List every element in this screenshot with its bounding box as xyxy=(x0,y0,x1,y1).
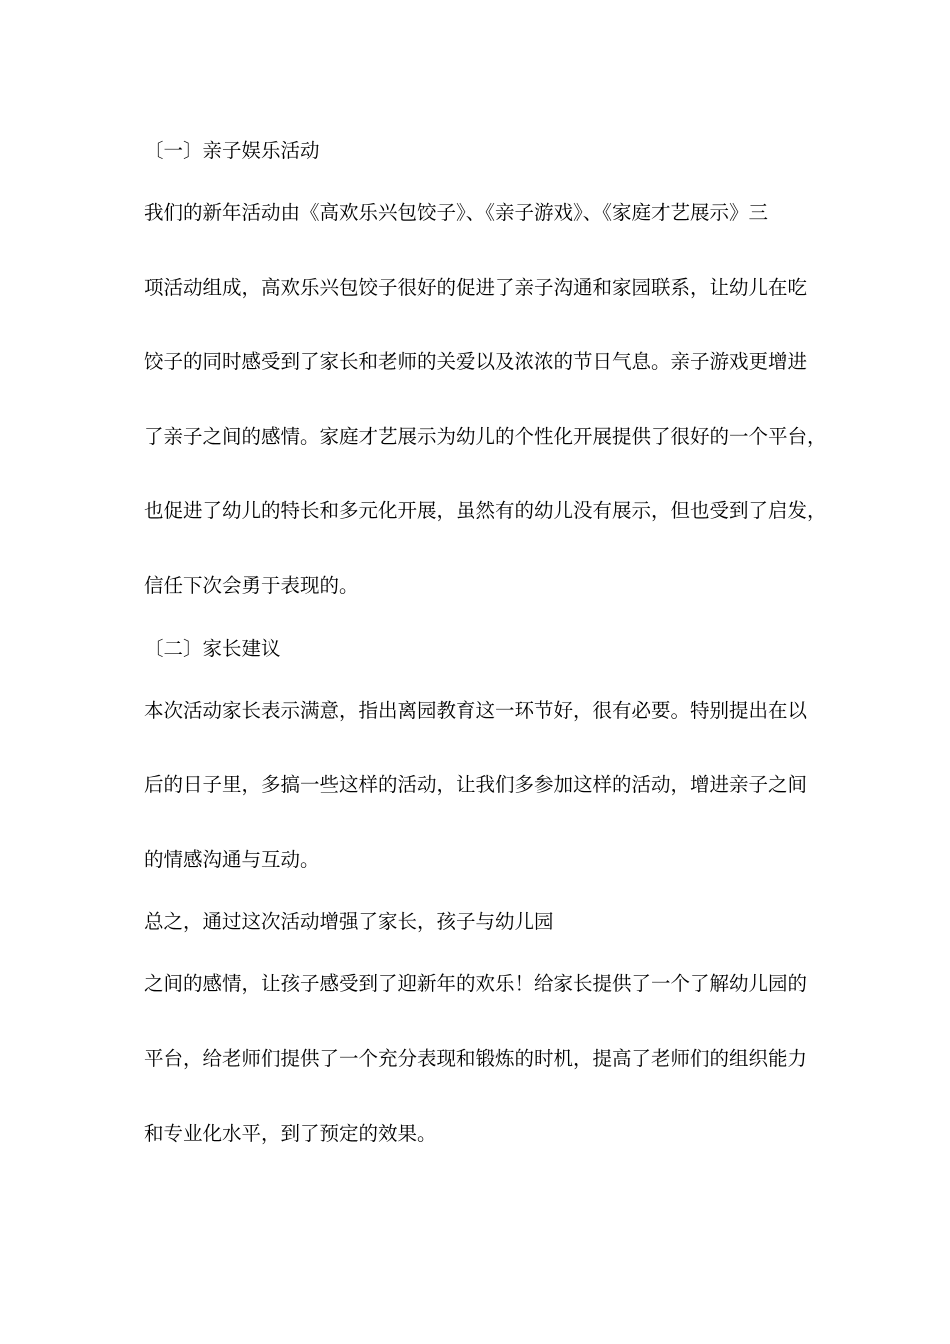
section-1-heading: 〔一〕亲子娱乐活动 xyxy=(144,139,320,162)
section-2-heading: 〔二〕家长建议 xyxy=(144,637,281,660)
section-2-line-3: 的情感沟通与互动。 xyxy=(144,848,320,871)
section-1-line-6: 信任下次会勇于表现的。 xyxy=(144,574,359,597)
section-1-line-5: 也促进了幼儿的特长和多元化开展，虽然有的幼儿没有展示，但也受到了启发， xyxy=(144,499,827,522)
summary-line-2: 之间的感情，让孩子感受到了迎新年的欢乐！给家长提供了一个了解幼儿园的 xyxy=(144,972,808,995)
section-1-line-1: 我们的新年活动由《高欢乐兴包饺子》、《亲子游戏》、《家庭才艺展示》三 xyxy=(144,201,769,224)
summary-line-1: 总之，通过这次活动增强了家长，孩子与幼儿园 xyxy=(144,910,554,933)
summary-line-4: 和专业化水平，到了预定的效果。 xyxy=(144,1122,437,1145)
section-2-line-1: 本次活动家长表示满意，指出离园教育这一环节好，很有必要。特别提出在以 xyxy=(144,699,808,722)
summary-line-3: 平台，给老师们提供了一个充分表现和锻炼的时机，提高了老师们的组织能力 xyxy=(144,1047,808,1070)
section-1-line-4: 了亲子之间的感情。家庭才艺展示为幼儿的个性化开展提供了很好的一个平台， xyxy=(144,425,827,448)
section-1-line-2: 项活动组成，高欢乐兴包饺子很好的促进了亲子沟通和家园联系，让幼儿在吃 xyxy=(144,276,808,299)
section-1-line-3: 饺子的同时感受到了家长和老师的关爱以及浓浓的节日气息。亲子游戏更增进 xyxy=(144,350,808,373)
section-2-line-2: 后的日子里，多搞一些这样的活动，让我们多参加这样的活动，增进亲子之间 xyxy=(144,773,808,796)
